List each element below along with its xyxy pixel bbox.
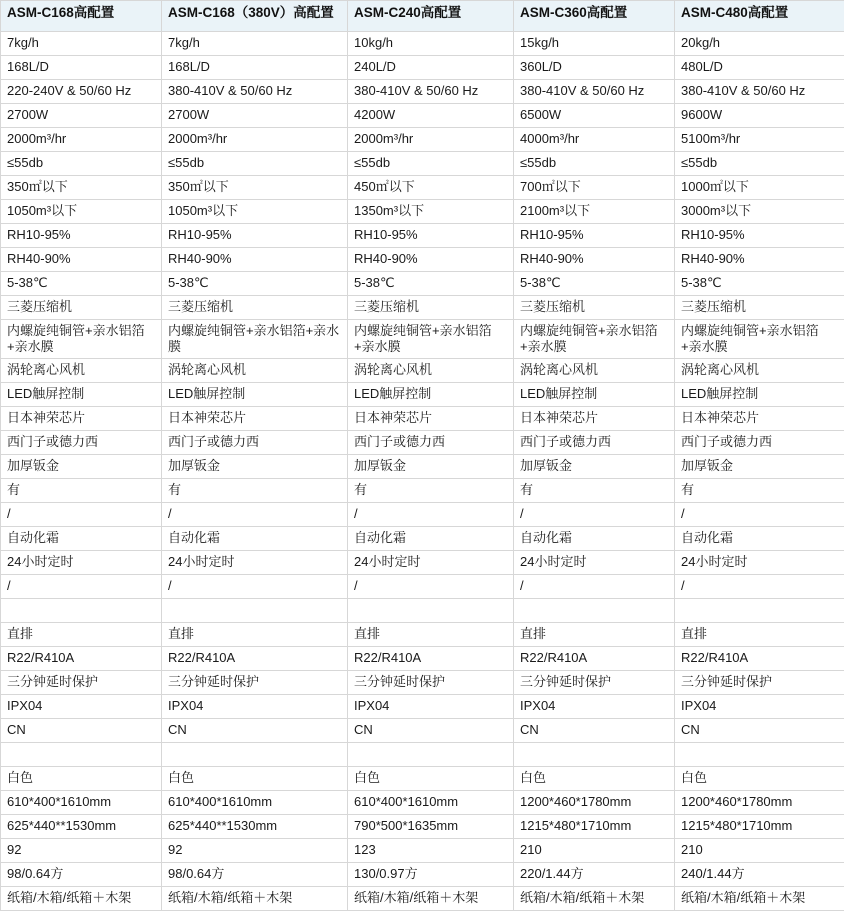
- table-cell: 西门子或德力西: [348, 431, 514, 455]
- table-cell: 6500W: [514, 104, 675, 128]
- table-cell: CN: [162, 719, 348, 743]
- column-header-model-1: ASM-C168（380V）高配置: [162, 1, 348, 32]
- table-cell: 5-38℃: [514, 272, 675, 296]
- table-cell: 790*500*1635mm: [348, 815, 514, 839]
- table-cell: 240L/D: [348, 56, 514, 80]
- table-cell: [514, 599, 675, 623]
- table-cell: 加厚钣金: [514, 455, 675, 479]
- table-cell: [348, 599, 514, 623]
- table-row: [1, 455, 844, 479]
- column-header-model-4: ASM-C480高配置: [675, 1, 844, 32]
- table-row: [1, 767, 844, 791]
- table-cell: /: [348, 575, 514, 599]
- table-cell: 92: [162, 839, 348, 863]
- table-cell: 1350m³以下: [348, 200, 514, 224]
- table-cell: 210: [675, 839, 844, 863]
- table-cell: 98/0.64方: [1, 863, 162, 887]
- table-cell: 168L/D: [1, 56, 162, 80]
- table-cell: 自动化霜: [348, 527, 514, 551]
- table-cell: /: [162, 503, 348, 527]
- table-row: [1, 887, 844, 911]
- column-header-model-2: ASM-C240高配置: [348, 1, 514, 32]
- table-cell: RH40-90%: [1, 248, 162, 272]
- table-cell: 白色: [1, 767, 162, 791]
- table-cell: [1, 599, 162, 623]
- table-cell: /: [1, 575, 162, 599]
- table-cell: 直排: [162, 623, 348, 647]
- table-row: [1, 320, 844, 359]
- table-cell: 380-410V & 50/60 Hz: [348, 80, 514, 104]
- table-cell: 24小时定时: [514, 551, 675, 575]
- table-cell: 380-410V & 50/60 Hz: [162, 80, 348, 104]
- table-cell: IPX04: [514, 695, 675, 719]
- table-row: [1, 359, 844, 383]
- table-cell: 7kg/h: [1, 32, 162, 56]
- table-row: [1, 128, 844, 152]
- table-row: [1, 431, 844, 455]
- table-cell: RH40-90%: [675, 248, 844, 272]
- table-cell: 240/1.44方: [675, 863, 844, 887]
- table-cell: 625*440**1530mm: [162, 815, 348, 839]
- table-cell: RH40-90%: [514, 248, 675, 272]
- table-cell: 三菱压缩机: [348, 296, 514, 320]
- table-cell: 92: [1, 839, 162, 863]
- table-row: [1, 863, 844, 887]
- table-cell: LED触屏控制: [1, 383, 162, 407]
- table-cell: 1200*460*1780mm: [514, 791, 675, 815]
- table-row: [1, 839, 844, 863]
- table-cell: 350㎡以下: [1, 176, 162, 200]
- table-row: [1, 56, 844, 80]
- table-cell: 日本神荣芯片: [162, 407, 348, 431]
- table-cell: RH10-95%: [348, 224, 514, 248]
- table-cell: 涡轮离心风机: [1, 359, 162, 383]
- table-cell: 自动化霜: [514, 527, 675, 551]
- table-cell: 24小时定时: [1, 551, 162, 575]
- table-cell: 三分钟延时保护: [348, 671, 514, 695]
- table-body: [1, 32, 844, 911]
- table-row: [1, 815, 844, 839]
- table-cell: 1215*480*1710mm: [514, 815, 675, 839]
- table-cell: [162, 599, 348, 623]
- table-cell: [675, 599, 844, 623]
- table-cell: 纸箱/木箱/纸箱＋木架: [675, 887, 844, 911]
- table-cell: RH10-95%: [675, 224, 844, 248]
- table-cell: 三分钟延时保护: [675, 671, 844, 695]
- table-cell: 直排: [348, 623, 514, 647]
- table-cell: 涡轮离心风机: [514, 359, 675, 383]
- table-cell: R22/R410A: [514, 647, 675, 671]
- table-cell: 15kg/h: [514, 32, 675, 56]
- table-row: [1, 719, 844, 743]
- table-cell: /: [1, 503, 162, 527]
- table-row: [1, 176, 844, 200]
- table-cell: ≤55db: [348, 152, 514, 176]
- table-cell: IPX04: [675, 695, 844, 719]
- table-cell: 有: [514, 479, 675, 503]
- table-cell: 加厚钣金: [162, 455, 348, 479]
- table-cell: 5-38℃: [348, 272, 514, 296]
- table-cell: 西门子或德力西: [675, 431, 844, 455]
- table-cell: 直排: [1, 623, 162, 647]
- table-cell: [1, 743, 162, 767]
- table-cell: 三分钟延时保护: [162, 671, 348, 695]
- table-cell: 白色: [348, 767, 514, 791]
- table-cell: 1200*460*1780mm: [675, 791, 844, 815]
- table-cell: 自动化霜: [1, 527, 162, 551]
- table-cell: 9600W: [675, 104, 844, 128]
- table-row: [1, 200, 844, 224]
- table-cell: 610*400*1610mm: [1, 791, 162, 815]
- table-cell: 纸箱/木箱/纸箱＋木架: [162, 887, 348, 911]
- table-cell: /: [514, 503, 675, 527]
- table-row: [1, 503, 844, 527]
- table-cell: ≤55db: [514, 152, 675, 176]
- table-cell: 内螺旋纯铜管+亲水铝箔+亲水膜: [1, 320, 162, 359]
- table-cell: 2100m³以下: [514, 200, 675, 224]
- table-cell: RH40-90%: [162, 248, 348, 272]
- table-cell: 内螺旋纯铜管+亲水铝箔+亲水膜: [348, 320, 514, 359]
- table-cell: 三菱压缩机: [514, 296, 675, 320]
- column-header-model-0: ASM-C168高配置: [1, 1, 162, 32]
- table-cell: 2700W: [162, 104, 348, 128]
- table-cell: 1215*480*1710mm: [675, 815, 844, 839]
- table-cell: [675, 743, 844, 767]
- table-cell: 西门子或德力西: [514, 431, 675, 455]
- table-cell: 220/1.44方: [514, 863, 675, 887]
- table-cell: 610*400*1610mm: [348, 791, 514, 815]
- table-cell: 5-38℃: [1, 272, 162, 296]
- table-cell: 三菱压缩机: [1, 296, 162, 320]
- table-cell: [514, 743, 675, 767]
- table-row: [1, 80, 844, 104]
- table-cell: ≤55db: [1, 152, 162, 176]
- table-cell: R22/R410A: [1, 647, 162, 671]
- table-cell: CN: [675, 719, 844, 743]
- table-cell: 自动化霜: [675, 527, 844, 551]
- table-cell: 有: [348, 479, 514, 503]
- table-cell: 123: [348, 839, 514, 863]
- table-row: [1, 152, 844, 176]
- table-cell: 3000m³以下: [675, 200, 844, 224]
- table-cell: R22/R410A: [675, 647, 844, 671]
- table-cell: 日本神荣芯片: [1, 407, 162, 431]
- table-cell: CN: [514, 719, 675, 743]
- table-cell: 加厚钣金: [675, 455, 844, 479]
- table-cell: 纸箱/木箱/纸箱＋木架: [348, 887, 514, 911]
- table-cell: LED触屏控制: [162, 383, 348, 407]
- table-cell: 5-38℃: [162, 272, 348, 296]
- table-cell: 涡轮离心风机: [348, 359, 514, 383]
- table-row: [1, 272, 844, 296]
- table-cell: 24小时定时: [162, 551, 348, 575]
- table-row: [1, 527, 844, 551]
- table-cell: 内螺旋纯铜管+亲水铝箔+亲水膜: [162, 320, 348, 359]
- table-row: [1, 551, 844, 575]
- table-cell: 涡轮离心风机: [162, 359, 348, 383]
- table-cell: 5-38℃: [675, 272, 844, 296]
- table-cell: 有: [1, 479, 162, 503]
- table-cell: IPX04: [1, 695, 162, 719]
- table-cell: 三分钟延时保护: [514, 671, 675, 695]
- table-row: [1, 224, 844, 248]
- table-cell: 380-410V & 50/60 Hz: [514, 80, 675, 104]
- table-cell: 480L/D: [675, 56, 844, 80]
- table-cell: 5100m³/hr: [675, 128, 844, 152]
- table-cell: R22/R410A: [348, 647, 514, 671]
- table-row: [1, 32, 844, 56]
- table-cell: LED触屏控制: [348, 383, 514, 407]
- table-cell: 加厚钣金: [1, 455, 162, 479]
- table-cell: 日本神荣芯片: [348, 407, 514, 431]
- table-cell: 西门子或德力西: [162, 431, 348, 455]
- table-cell: 日本神荣芯片: [675, 407, 844, 431]
- table-cell: 380-410V & 50/60 Hz: [675, 80, 844, 104]
- table-cell: 直排: [514, 623, 675, 647]
- table-cell: 350㎡以下: [162, 176, 348, 200]
- table-row: [1, 104, 844, 128]
- table-row: [1, 479, 844, 503]
- table-cell: R22/R410A: [162, 647, 348, 671]
- table-row: [1, 647, 844, 671]
- table-row: [1, 296, 844, 320]
- table-cell: 360L/D: [514, 56, 675, 80]
- table-cell: 24小时定时: [675, 551, 844, 575]
- table-cell: IPX04: [162, 695, 348, 719]
- table-cell: 纸箱/木箱/纸箱＋木架: [1, 887, 162, 911]
- table-cell: 白色: [162, 767, 348, 791]
- table-row: [1, 407, 844, 431]
- table-row: [1, 599, 844, 623]
- table-cell: RH40-90%: [348, 248, 514, 272]
- column-header-model-3: ASM-C360高配置: [514, 1, 675, 32]
- table-cell: LED触屏控制: [675, 383, 844, 407]
- table-cell: ≤55db: [675, 152, 844, 176]
- table-cell: 三分钟延时保护: [1, 671, 162, 695]
- table-cell: /: [162, 575, 348, 599]
- table-cell: LED触屏控制: [514, 383, 675, 407]
- table-row: [1, 623, 844, 647]
- table-cell: 白色: [514, 767, 675, 791]
- table-cell: 纸箱/木箱/纸箱＋木架: [514, 887, 675, 911]
- table-cell: 日本神荣芯片: [514, 407, 675, 431]
- table-cell: 610*400*1610mm: [162, 791, 348, 815]
- table-cell: 涡轮离心风机: [675, 359, 844, 383]
- table-cell: 625*440**1530mm: [1, 815, 162, 839]
- table-row: [1, 575, 844, 599]
- table-cell: 三菱压缩机: [162, 296, 348, 320]
- table-cell: 有: [675, 479, 844, 503]
- table-cell: RH10-95%: [1, 224, 162, 248]
- table-cell: 7kg/h: [162, 32, 348, 56]
- table-cell: 98/0.64方: [162, 863, 348, 887]
- table-cell: 168L/D: [162, 56, 348, 80]
- table-cell: /: [514, 575, 675, 599]
- table-cell: 2700W: [1, 104, 162, 128]
- table-cell: 1050m³以下: [1, 200, 162, 224]
- table-row: [1, 671, 844, 695]
- table-cell: 2000m³/hr: [162, 128, 348, 152]
- table-row: [1, 248, 844, 272]
- table-cell: /: [348, 503, 514, 527]
- table-cell: 1050m³以下: [162, 200, 348, 224]
- table-row: [1, 695, 844, 719]
- table-cell: 4200W: [348, 104, 514, 128]
- table-cell: RH10-95%: [514, 224, 675, 248]
- table-cell: CN: [348, 719, 514, 743]
- table-cell: 内螺旋纯铜管+亲水铝箔+亲水膜: [514, 320, 675, 359]
- table-cell: 450㎡以下: [348, 176, 514, 200]
- table-row: [1, 383, 844, 407]
- table-cell: 内螺旋纯铜管+亲水铝箔+亲水膜: [675, 320, 844, 359]
- table-cell: /: [675, 503, 844, 527]
- table-cell: IPX04: [348, 695, 514, 719]
- table-cell: 20kg/h: [675, 32, 844, 56]
- table-cell: RH10-95%: [162, 224, 348, 248]
- table-cell: 24小时定时: [348, 551, 514, 575]
- table-cell: 700㎡以下: [514, 176, 675, 200]
- table-cell: 自动化霜: [162, 527, 348, 551]
- table-cell: 210: [514, 839, 675, 863]
- table-cell: 1000㎡以下: [675, 176, 844, 200]
- table-cell: 加厚钣金: [348, 455, 514, 479]
- table-cell: 有: [162, 479, 348, 503]
- table-row: [1, 743, 844, 767]
- table-cell: 三菱压缩机: [675, 296, 844, 320]
- table-header-row: [1, 1, 844, 32]
- table-cell: 直排: [675, 623, 844, 647]
- table-cell: CN: [1, 719, 162, 743]
- table-cell: 2000m³/hr: [348, 128, 514, 152]
- table-row: [1, 791, 844, 815]
- table-cell: 4000m³/hr: [514, 128, 675, 152]
- table-cell: ≤55db: [162, 152, 348, 176]
- table-cell: 白色: [675, 767, 844, 791]
- table-cell: [162, 743, 348, 767]
- table-cell: [348, 743, 514, 767]
- table-cell: 2000m³/hr: [1, 128, 162, 152]
- table-cell: 10kg/h: [348, 32, 514, 56]
- table-header: [1, 1, 844, 32]
- table-cell: /: [675, 575, 844, 599]
- table-cell: 220-240V & 50/60 Hz: [1, 80, 162, 104]
- table-cell: 西门子或德力西: [1, 431, 162, 455]
- table-cell: 130/0.97方: [348, 863, 514, 887]
